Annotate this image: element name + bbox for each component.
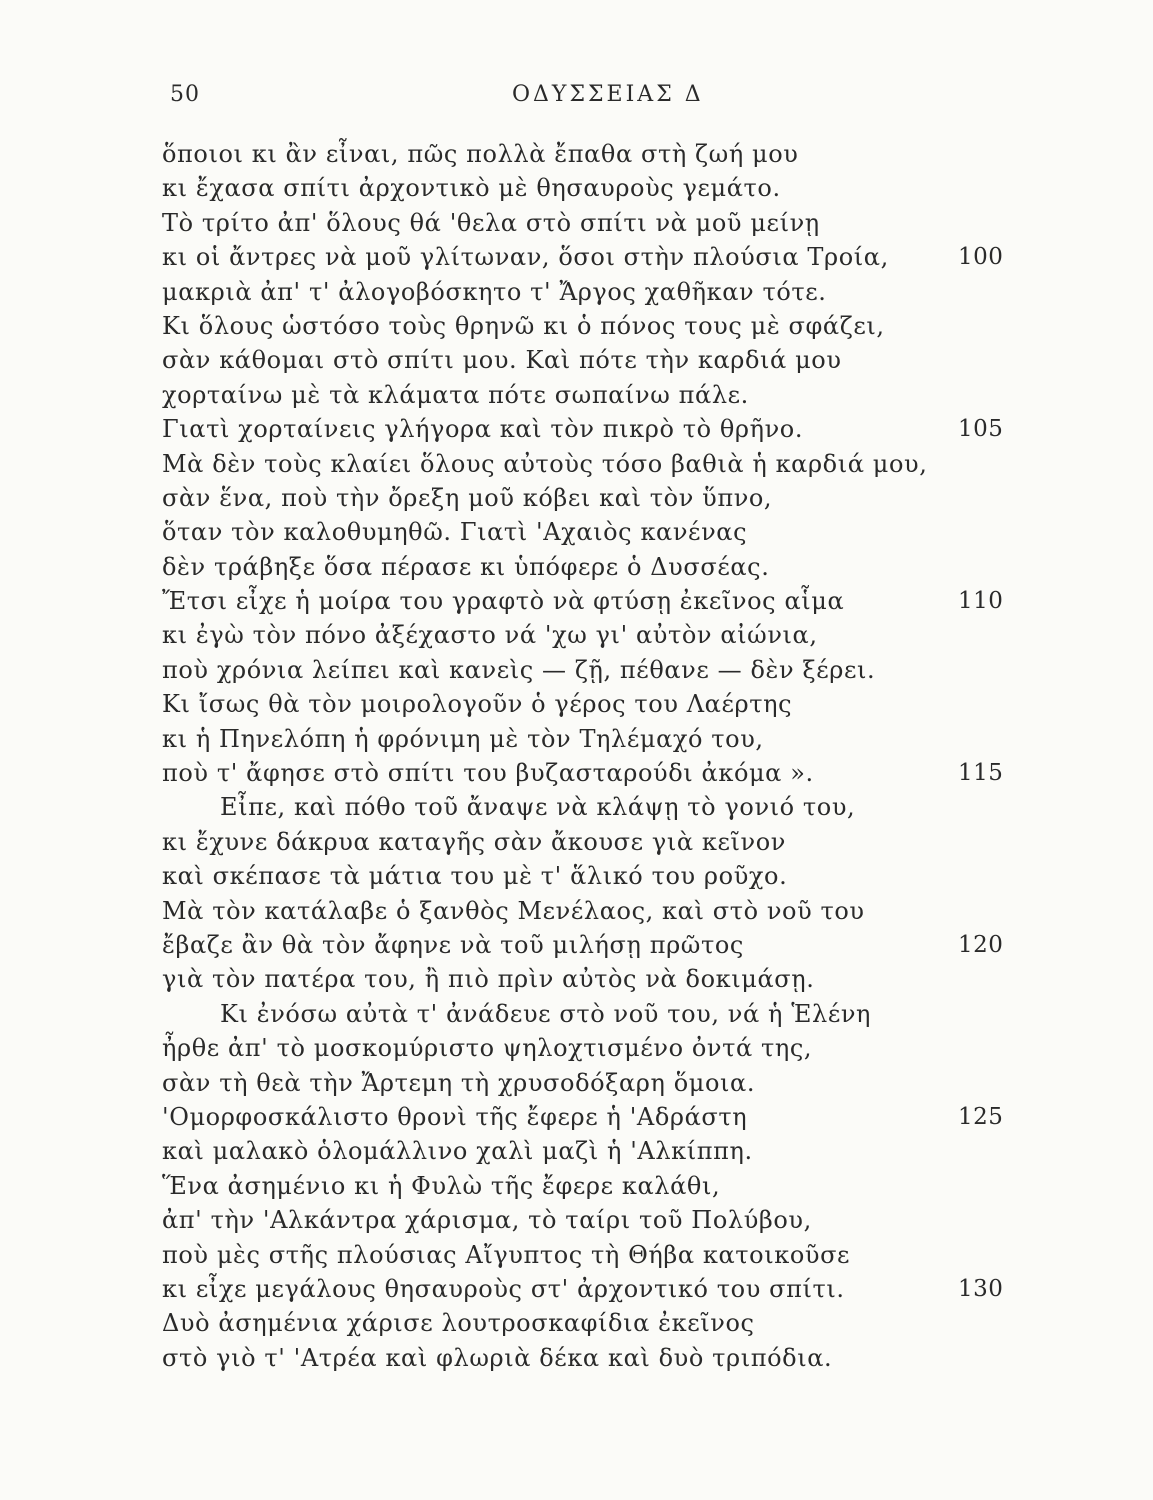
verse-line [162, 309, 1002, 343]
verse-line [162, 928, 1002, 962]
verse-text: Ἔτσι εἶχε ἡ μοίρα του γραφτὸ νὰ φτύσῃ ἐκεῖνος αἷμα [162, 587, 845, 616]
verse-text: ποὺ χρόνια λείπει καὶ κανεὶς — ζῇ, πέθανε — δὲν ξέρει. [162, 655, 876, 684]
verse-text: ὅποιοι κι ἂν εἶναι, πῶς πολλὰ ἔπαθα στὴ ζωή μου [162, 140, 799, 168]
verse-text: Τὸ τρίτο ἀπ' ὅλους θά 'θελα στὸ σπίτι νὰ μοῦ μείνῃ [162, 208, 820, 237]
verse-text: μακριὰ ἀπ' τ' ἀλογοβόσκητο τ' Ἄργος χαθῆκαν τότε. [162, 277, 827, 306]
verse-line [162, 1238, 1002, 1272]
verse-line [162, 1272, 1002, 1306]
verse-text: κι ἐγὼ τὸν πόνο ἀξέχαστο νά 'χω γι' αὐτὸν αἰώνια, [162, 621, 818, 650]
verse-line [162, 1169, 1002, 1203]
verse-text: κι εἶχε μεγάλους θησαυροὺς στ' ἀρχοντικό του σπίτι. [162, 1274, 845, 1303]
verse-text: Κι ἐνόσω αὐτὰ τ' ἀνάδευε στὸ νοῦ του, νά ἡ Ἑλένη [220, 999, 872, 1028]
verse-line [162, 137, 1002, 171]
verse-text: δὲν τράβηξε ὅσα πέρασε κι ὑπόφερε ὁ Δυσσέας. [162, 552, 770, 581]
verse-text: Κι ὅλους ὡστόσο τοὺς θρηνῶ κι ὁ πόνος τους μὲ σφάζει, [162, 311, 885, 340]
verse-text: ἔβαζε ἂν θὰ τὸν ἄφηνε νὰ τοῦ μιλήσῃ πρῶτος [162, 930, 744, 959]
verse-text: σὰν κάθομαι στὸ σπίτι μου. Καὶ πότε τὴν καρδιά μου [162, 346, 842, 375]
verse-line [162, 756, 1002, 790]
verse-line [162, 171, 1002, 205]
verse-text: Κι ἴσως θὰ τὸν μοιρολογοῦν ὁ γέρος του Λαέρτης [162, 690, 793, 719]
verse-text: σὰν τὴ θεὰ τὴν Ἄρτεμη τὴ χρυσοδόξαρη ὅμοια. [162, 1068, 756, 1097]
line-number: 110 [958, 588, 1004, 615]
verse-text: χορταίνω μὲ τὰ κλάματα πότε σωπαίνω πάλε. [162, 380, 749, 409]
verse-text: ὅταν τὸν καλοθυμηθῶ. Γιατὶ 'Αχαιὸς κανένας [162, 518, 748, 547]
verse-text: ποὺ μὲς στῆς πλούσιας Αἴγυπτος τὴ Θήβα κατοικοῦσε [162, 1240, 851, 1269]
verse-line [162, 1341, 1002, 1375]
verse-line [162, 687, 1002, 721]
verse-line [162, 412, 1002, 446]
verse-line [162, 894, 1002, 928]
line-number: 125 [958, 1103, 1004, 1130]
verse-line [162, 1066, 1002, 1100]
verse-text: κι οἱ ἄντρες νὰ μοῦ γλίτωναν, ὅσοι στὴν πλούσια Τροία, [162, 243, 889, 272]
verse-line [162, 790, 1002, 824]
verse-text: ἦρθε ἀπ' τὸ μοσκομύριστο ψηλοχτισμένο ὀντά της, [162, 1034, 813, 1063]
verse-line [162, 997, 1002, 1031]
verse-line [162, 515, 1002, 549]
verse-text: κι ἔχασα σπίτι ἀρχοντικὸ μὲ θησαυροὺς γεμάτο. [162, 174, 781, 203]
verse-text: Εἶπε, καὶ πόθο τοῦ ἄναψε νὰ κλάψῃ τὸ γονιό του, [220, 793, 856, 822]
verse-line [162, 962, 1002, 996]
verse-line [162, 825, 1002, 859]
verse-line [162, 378, 1002, 412]
verse-line [162, 343, 1002, 377]
verse-line [162, 1134, 1002, 1168]
verse-text: κι ἔχυνε δάκρυα καταγῆς σὰν ἄκουσε γιὰ κεῖνον [162, 827, 786, 856]
verse-text: ποὺ τ' ἄφησε στὸ σπίτι του βυζασταρούδι ἀκόμα ». [162, 759, 814, 788]
line-number: 100 [958, 244, 1004, 271]
verse-line [162, 481, 1002, 515]
verse-text: Γιατὶ χορταίνεις γλήγορα καὶ τὸν πικρὸ τὸ θρῆνο. [162, 415, 804, 444]
verse-line [162, 240, 1002, 274]
verse-text: γιὰ τὸν πατέρα του, ἢ πιὸ πρὶν αὐτὸς νὰ δοκιμάσῃ. [162, 965, 815, 994]
verse-line [162, 618, 1002, 652]
page-number: 50 [170, 82, 200, 107]
verse-text: Μὰ δὲν τοὺς κλαίει ὅλους αὐτοὺς τόσο βαθιὰ ἡ καρδιά μου, [162, 449, 928, 478]
verse-line [162, 1031, 1002, 1065]
verse-text: καὶ σκέπασε τὰ μάτια του μὲ τ' ἅλικό του ροῦχο. [162, 862, 788, 891]
verse-text: Δυὸ ἀσημένια χάρισε λουτροσκαφίδια ἐκεῖνος [162, 1309, 755, 1338]
verse-text: στὸ γιὸ τ' 'Ατρέα καὶ φλωριὰ δέκα καὶ δυὸ τριπόδια. [162, 1343, 833, 1372]
line-number: 120 [958, 931, 1004, 958]
verse-line [162, 1100, 1002, 1134]
verse-text: κι ἡ Πηνελόπη ἡ φρόνιμη μὲ τὸν Τηλέμαχό του, [162, 724, 764, 753]
verse-text: καὶ μαλακὸ ὁλομάλλινο χαλὶ μαζὶ ἡ 'Αλκίππη. [162, 1137, 753, 1166]
verse-line [162, 1203, 1002, 1237]
verse-line [162, 447, 1002, 481]
verse-line [162, 859, 1002, 893]
verse-line [162, 1306, 1002, 1340]
verse-line [162, 206, 1002, 240]
verse-text: Μὰ τὸν κατάλαβε ὁ ξανθὸς Μενέλαος, καὶ στὸ νοῦ του [162, 896, 865, 925]
verse-text: 'Ομορφοσκάλιστο θρονὶ τῆς ἔφερε ἡ 'Αδράστη [162, 1102, 748, 1131]
verse-line [162, 584, 1002, 618]
verse-line [162, 653, 1002, 687]
line-number: 115 [958, 760, 1004, 787]
verse-text: σὰν ἕνα, ποὺ τὴν ὄρεξη μοῦ κόβει καὶ τὸν ὕπνο, [162, 483, 773, 512]
verse-line [162, 275, 1002, 309]
line-number: 105 [958, 416, 1004, 443]
verse-text: ἀπ' τὴν 'Αλκάντρα χάρισμα, τὸ ταίρι τοῦ Πολύβου, [162, 1206, 812, 1235]
verse-line [162, 550, 1002, 584]
poem-text [162, 137, 1002, 1375]
line-number: 130 [958, 1275, 1004, 1302]
verse-line [162, 722, 1002, 756]
running-head: ΟΔΥΣΣΕΙΑΣ Δ [512, 82, 704, 107]
verse-text: Ἕνα ἀσημένιο κι ἡ Φυλὼ τῆς ἔφερε καλάθι, [162, 1171, 721, 1200]
